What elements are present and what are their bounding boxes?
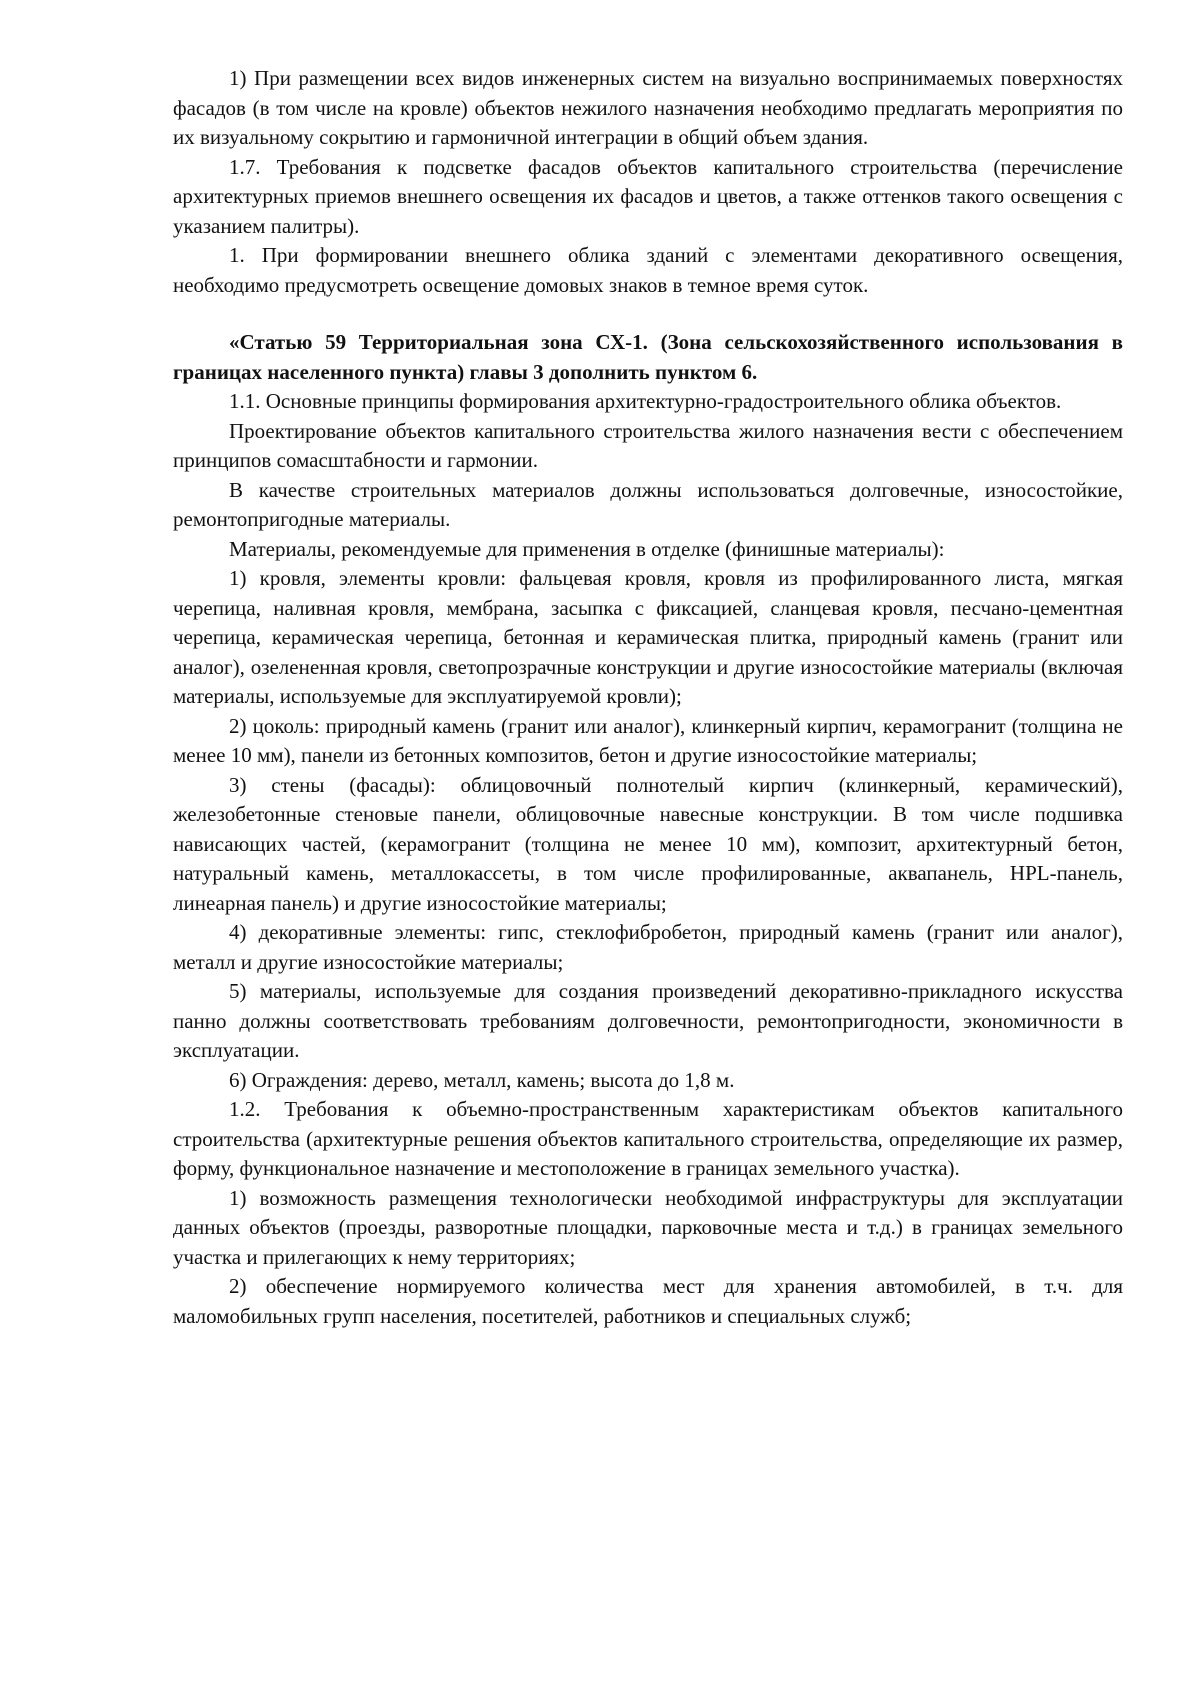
document-page <box>173 64 1123 1331</box>
list-item-infrastructure: 1) возможность размещения технологически необходимой инфраструктуры для эксплуатации данных объектов (проезды, разворотные площадки, парковочные места и т.д.) в границах земельного участка и прилегающих к нему территориях; <box>173 1185 1123 1269</box>
paragraph-1-1-principles: 1.1. Основные принципы формирования архитектурно-градостроительного облика объектов. <box>229 389 1062 413</box>
list-item-parking: 2) обеспечение нормируемого количества мест для хранения автомобилей, в т.ч. для маломобильных групп населения, посетителей, работников и специальных служб; <box>173 1274 1123 1328</box>
paragraph-1-2-volumetric-requirements: 1.2. Требования к объемно-пространственным характеристикам объектов капитального строительства (архитектурные решения объектов капитального строительства, определяющие их размер, форму, функциональное назначение и местоположение в границах земельного участка). <box>173 1097 1123 1180</box>
paragraph-house-signs-lighting: 1. При формировании внешнего облика зданий с элементами декоративного освещения, необходимо предусмотреть освещение домовых знаков в темное время суток. <box>173 243 1123 297</box>
list-item-plinth: 2) цоколь: природный камень (гранит или аналог), клинкерный кирпич, керамогранит (толщина не менее 10 мм), панели из бетонных композитов, бетон и другие износостойкие материалы; <box>173 713 1123 767</box>
list-item-roofing: 1) кровля, элементы кровли: фальцевая кровля, кровля из профилированного листа, мягкая черепица, наливная кровля, мембрана, засыпка с фиксацией, сланцевая кровля, песчано-цементная черепица, керамическая черепица, бетонная и керамическая плитка, природный камень (гранит или аналог), озелененная кровля, светопрозрачные конструкции и другие износостойкие материалы (включая материалы, используемые для эксплуатируемой кровли); <box>173 566 1123 708</box>
paragraph-engineering-systems: 1) При размещении всех видов инженерных систем на визуально воспринимаемых поверхностях фасадов (в том числе на кровле) объектов нежилого назначения необходимо предлагать мероприятия по их визуальному сокрытию и гармоничной интеграции в общий объем здания. <box>173 66 1123 149</box>
section-heading-article-59: «Статью 59 Территориальная зона СХ-1. (Зона сельскохозяйственного использования в границах населенного пункта) главы 3 дополнить пунктом 6. <box>173 330 1123 384</box>
paragraph-1-7-facade-lighting: 1.7. Требования к подсветке фасадов объектов капитального строительства (перечисление архитектурных приемов внешнего освещения их фасадов и цветов, а также оттенков такого освещения с указанием палитры). <box>173 154 1123 238</box>
list-item-applied-art-materials: 5) материалы, используемые для создания произведений декоративно-прикладного искусства панно должны соответствовать требованиям долговечности, ремонтопригодности, экономичности в эксплуатации. <box>173 979 1123 1062</box>
paragraph-building-materials: В качестве строительных материалов должны использоваться долговечные, износостойкие, ремонтопригодные материалы. <box>173 477 1123 531</box>
paragraph-finishing-materials: Материалы, рекомендуемые для применения в отделке (финишные материалы): <box>229 536 945 561</box>
list-item-decorative-elements: 4) декоративные элементы: гипс, стеклофибробетон, природный камень (гранит или аналог), металл и другие износостойкие материалы; <box>173 920 1123 974</box>
paragraph-design-residential: Проектирование объектов капитального строительства жилого назначения вести с обеспечением принципов сомасштабности и гармонии. <box>173 418 1123 472</box>
list-item-walls: 3) стены (фасады): облицовочный полнотелый кирпич (клинкерный, керамический), железобетонные стеновые панели, облицовочные навесные конструкции. В том числе подшивка нависающих частей, (керамогранит (толщина не менее 10 мм), композит, архитектурный бетон, натуральный камень, металлокассеты, в том числе профилированные, аквапанель, HPL-панель, линеарная панель) и другие износостойкие материалы; <box>173 772 1123 915</box>
list-item-fences: 6) Ограждения: дерево, металл, камень; высота до 1,8 м. <box>229 1067 735 1092</box>
